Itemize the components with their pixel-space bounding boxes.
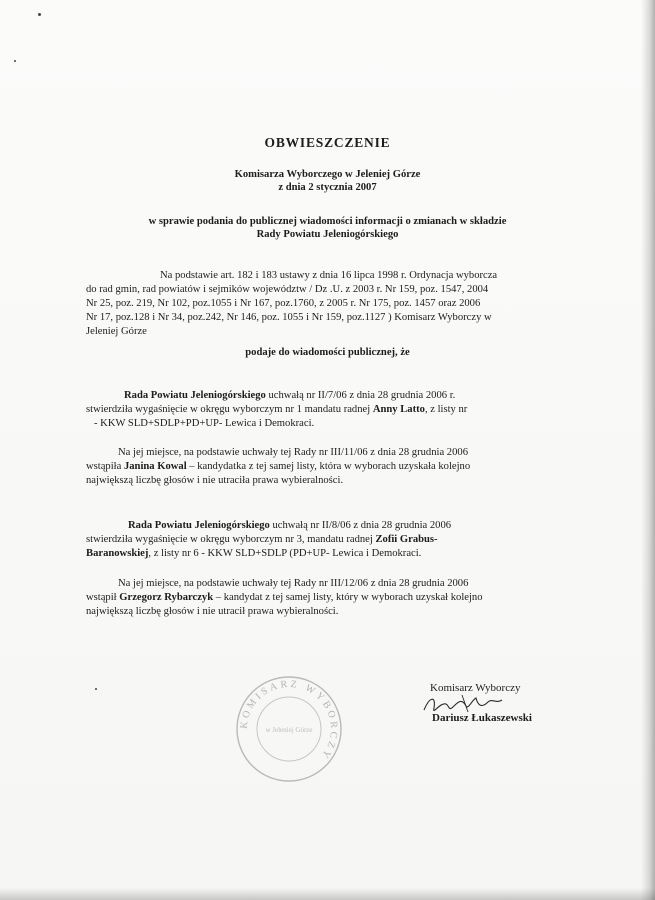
- councillor-name: Zofii Grabus-: [375, 534, 438, 545]
- paragraph-1-line-2: [86, 403, 467, 416]
- intro-line: Na podstawie art. 182 i 183 ustawy z dnia 16 lipca 1998 r. Ordynacja wyborcza: [160, 270, 498, 281]
- official-stamp: [234, 674, 344, 784]
- paragraph-4-line-2: [86, 591, 483, 604]
- councillor-name: Baranowskiej: [86, 548, 149, 559]
- successor-name: Janina Kowal: [123, 461, 187, 472]
- paragraph-2-line-2: [86, 460, 470, 473]
- council-name: Rada Powiatu Jeleniogórskiego: [128, 520, 270, 531]
- scan-shadow-right: [641, 0, 655, 900]
- stamp-inner-text: w Jeleniej Górze: [265, 726, 313, 734]
- subtitle-date: z dnia 2 stycznia 2007: [278, 182, 377, 193]
- text-span: wstąpiła: [86, 461, 124, 472]
- text-span: – kandydat z tej samej listy, który w wyborach uzyskał kolejno: [213, 592, 483, 603]
- intro-line: Nr 25, poz. 219, Nr 102, poz.1055 i Nr 167, poz.1760, z 2005 r. Nr 175, poz. 1457 oraz 2006: [86, 298, 481, 309]
- subtitle-authority: Komisarza Wyborczego w Jeleniej Górze: [234, 169, 421, 180]
- scan-shadow-bottom: [0, 888, 655, 900]
- scan-speck: [14, 60, 16, 62]
- paragraph-1-line-3: - KKW SLD+SDLP+PD+UP- Lewica i Demokraci.: [94, 418, 315, 429]
- paragraph-2-line-1: Na jej miejsce, na podstawie uchwały tej Rady nr III/11/06 z dnia 28 grudnia 2006: [118, 447, 468, 458]
- stamp-outer-text: KOMISARZ WYBORCZY: [238, 678, 340, 763]
- text-span: stwierdziła wygaśnięcie w okręgu wyborczym nr 3, mandatu radnej: [86, 534, 376, 545]
- paragraph-3-line-3: [86, 547, 421, 560]
- paragraph-2-line-3: największą liczbę głosów i nie utraciła prawa wybieralności.: [86, 475, 344, 486]
- text-span: wstąpił: [86, 592, 120, 603]
- text-span: uchwałą nr II/7/06 z dnia 28 grudnia 2006 r.: [265, 390, 456, 401]
- scan-speck: [95, 688, 97, 690]
- text-span: uchwałą nr II/8/06 z dnia 28 grudnia 2006: [269, 520, 452, 531]
- text-span: stwierdziła wygaśnięcie w okręgu wyborczym nr 1 mandatu radnej: [86, 404, 373, 415]
- paragraph-4-line-3: największą liczbę głosów i nie utracił prawa wybieralności.: [86, 606, 339, 617]
- paragraph-1-line-1: [124, 389, 455, 402]
- text-span: – kandydatka z tej samej listy, która w wyborach uzyskała kolejno: [186, 461, 471, 472]
- signatory-role: Komisarz Wyborczy: [430, 682, 521, 694]
- subject-line-1: w sprawie podania do publicznej wiadomości informacji o zmianach w składzie: [148, 216, 507, 227]
- intro-line: Jeleniej Górze: [86, 326, 147, 337]
- paragraph-4-line-1: Na jej miejsce, na podstawie uchwały tej Rady nr III/12/06 z dnia 28 grudnia 2006: [118, 578, 469, 589]
- text-span: , z listy nr: [424, 404, 468, 415]
- intro-line: Nr 17, poz.128 i Nr 34, poz.242, Nr 146, poz. 1055 i Nr 159, poz.1127 ) Komisarz Wyborczy w: [86, 312, 492, 323]
- intro-line: do rad gmin, rad powiatów i sejmików województw / Dz .U. z 2003 r. Nr 159, poz. 1547, 2004: [86, 284, 489, 295]
- text-span: , z listy nr 6 - KKW SLD+SDLP (PD+UP- Lewica i Demokraci.: [148, 548, 422, 559]
- paragraph-3-line-2: [86, 533, 438, 546]
- successor-name: Grzegorz Rybarczyk: [119, 592, 214, 603]
- subject-line-2: Rady Powiatu Jeleniogórskiego: [256, 229, 399, 240]
- document-title: OBWIESZCZENIE: [264, 135, 391, 150]
- councillor-name: Anny Latto: [372, 404, 425, 415]
- paragraph-3-line-1: [128, 519, 451, 532]
- council-name: Rada Powiatu Jeleniogórskiego: [124, 390, 266, 401]
- scan-speck: [38, 13, 41, 16]
- signatory-name: Dariusz Łukaszewski: [432, 712, 532, 724]
- announcement: podaje do wiadomości publicznej, że: [245, 347, 410, 358]
